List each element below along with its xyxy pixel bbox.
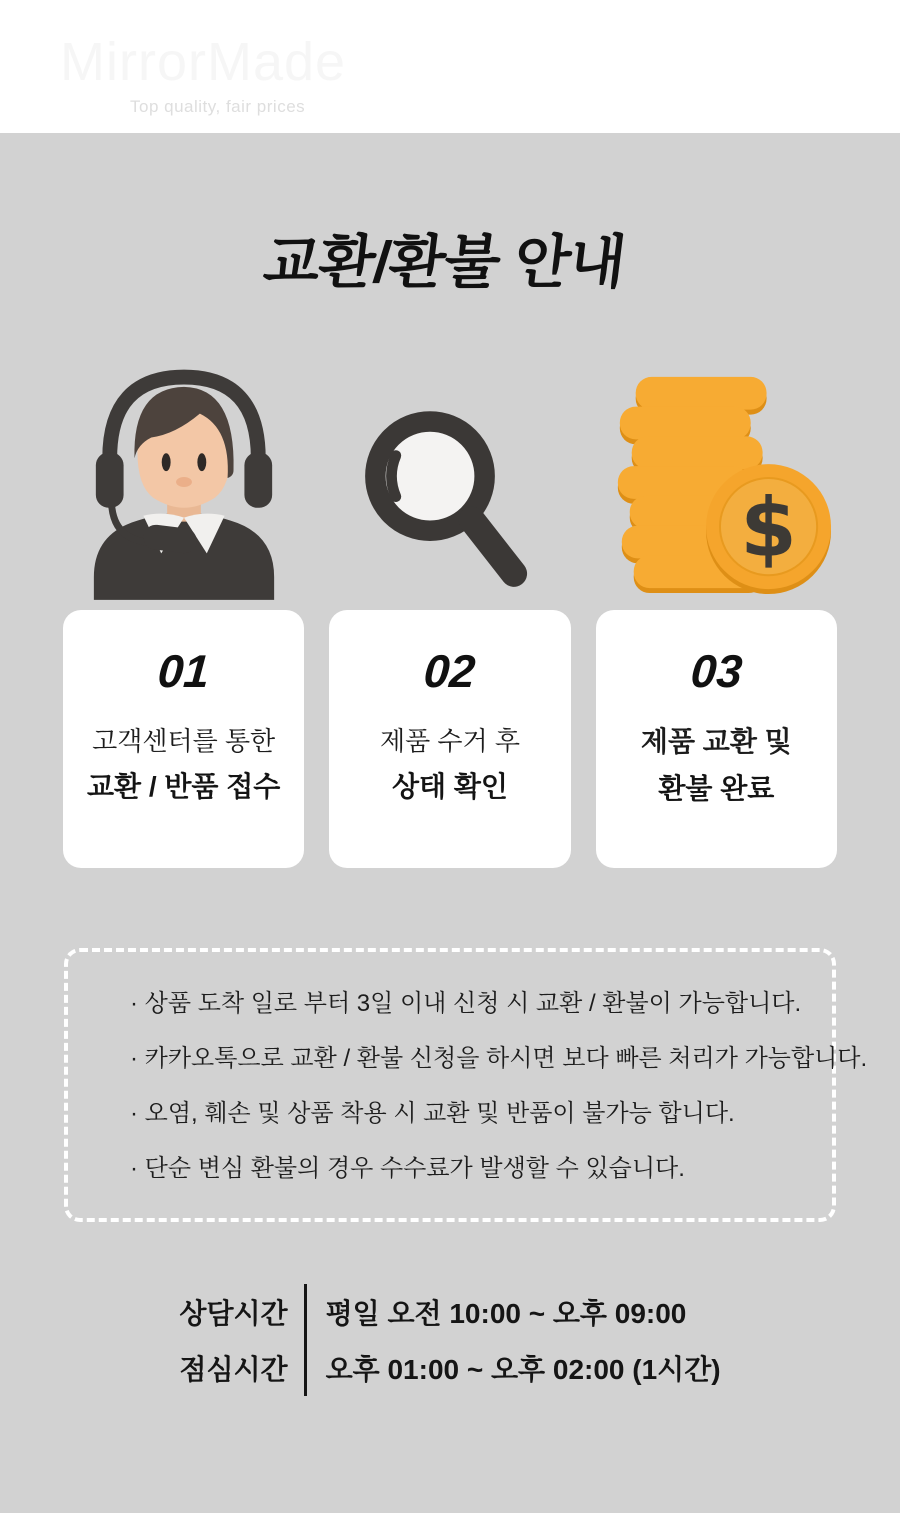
brand-logo: MirrorMade (60, 32, 347, 92)
policy-note: · 단순 변심 환불의 경우 수수료가 발생할 수 있습니다. (130, 1155, 685, 1183)
consultation-hours-label: 상담시간 (179, 1298, 288, 1330)
step-description-line1: 고객센터를 통한 (92, 726, 276, 757)
step-number: 03 (688, 645, 744, 698)
step-card-2 (329, 610, 570, 868)
step-description-line2: 교환 / 반품 접수 (86, 771, 281, 803)
step-number: 02 (422, 645, 478, 698)
svg-text:$: $ (740, 481, 797, 576)
brand-tagline: Top quality, fair prices (130, 96, 306, 116)
page-header (0, 0, 900, 133)
step-card-1 (63, 610, 304, 868)
lunch-hours-value: 오후 01:00 ~ 오후 02:00 (1시간) (304, 1340, 721, 1396)
step-description-line2: 상태 확인 (392, 771, 508, 803)
coin-stack-icon (596, 362, 837, 600)
step-number: 01 (156, 645, 212, 698)
page-title: 교환/환불 안내 (260, 230, 629, 295)
bottom-spacer (0, 1513, 900, 1537)
step-cards-row (0, 610, 900, 868)
step-description-line1: 제품 교환 및 (640, 726, 792, 758)
policy-note: · 상품 도착 일로 부터 3일 이내 신청 시 교환 / 환불이 가능합니다. (130, 990, 802, 1018)
business-hours-table (179, 1284, 720, 1396)
policy-note: · 카카오톡으로 교환 / 환불 신청을 하시면 보다 빠른 처리가 가능합니다. (130, 1045, 868, 1073)
lunch-hours-label: 점심시간 (179, 1354, 288, 1386)
policy-note: · 오염, 훼손 및 상품 착용 시 교환 및 반품이 불가능 합니다. (130, 1100, 735, 1128)
policy-notice-box (64, 948, 868, 1222)
step-description-line1: 제품 수거 후 (379, 726, 520, 757)
consultation-hours-value: 평일 오전 10:00 ~ 오후 09:00 (304, 1284, 721, 1340)
business-hours-section (0, 1284, 900, 1396)
magnifying-glass-icon (329, 362, 570, 600)
step-description-line2: 환불 완료 (658, 773, 775, 805)
step-card-3 (596, 610, 837, 868)
exchange-refund-guide-section (0, 133, 900, 1513)
customer-service-agent-icon (63, 362, 304, 600)
step-icons-row (0, 362, 900, 600)
